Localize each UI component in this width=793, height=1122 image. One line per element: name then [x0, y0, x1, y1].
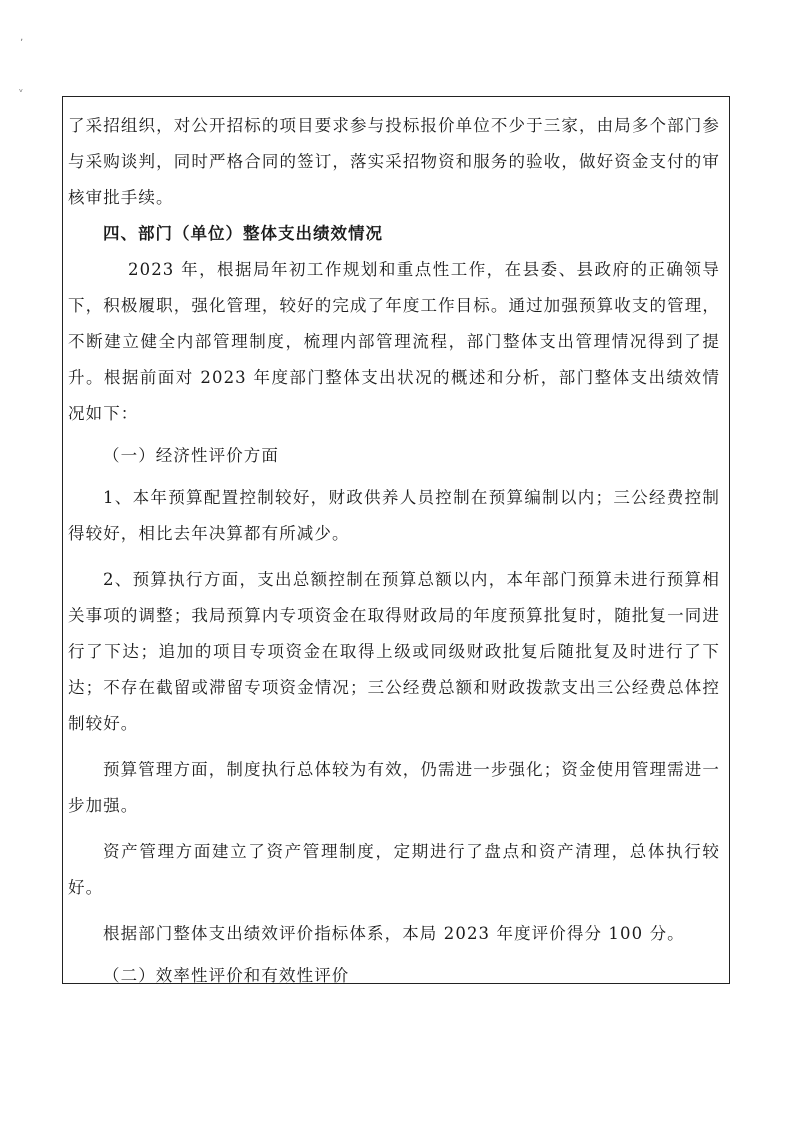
asset-management-paragraph: 资产管理方面建立了资产管理制度，定期进行了盘点和资产清理，总体执行较好。	[68, 842, 720, 897]
scan-mark: ʼ	[20, 38, 24, 49]
list-item: 2、预算执行方面，支出总额控制在预算总额以内，本年部门预算未进行预算相关事项的调整；我局预算内专项资金在取得财政局的年度预算批复时，随批复一同进行了下达；追加的项目专项资金在取得上级或同级财政批复后随批复及时进行了下达；不存在截留或滞留专项资金情况；三公经费总额和财政拨款支出三公经费总体控制较好。	[68, 570, 720, 733]
budget-management-paragraph: 预算管理方面，制度执行总体较为有效，仍需进一步强化；资金使用管理需进一步加强。	[68, 760, 720, 815]
subheading-economy: （一）经济性评价方面	[103, 446, 279, 465]
list-item: 1、本年预算配置控制较好，财政供养人员控制在预算编制以内；三公经费控制得较好，相比去年决算都有所减少。	[68, 488, 720, 543]
intro-paragraph: 2023 年，根据局年初工作规划和重点性工作，在县委、县政府的正确领导下，积极履职，强化管理，较好的完成了年度工作目标。通过加强预算收支的管理，不断建立健全内部管理制度，梳理内部管理流程，部门整体支出管理情况得到了提升。根据前面对 2023 年度部门整体支出状况的概述和分析，部门整体支出绩效情况如下：	[68, 260, 720, 423]
score-statement: 根据部门整体支出绩效评价指标体系，本局 2023 年度评价得分 100 分。	[103, 924, 685, 943]
subheading-efficiency: （二）效率性评价和有效性评价	[103, 966, 350, 985]
continuation-paragraph: 了采招组织，对公开招标的项目要求参与投标报价单位不少于三家，由局多个部门参与采购谈判，同时严格合同的签订，落实采招物资和服务的验收，做好资金支付的审核审批手续。	[68, 116, 720, 207]
document-body	[68, 108, 720, 994]
section-heading: 四、部门（单位）整体支出绩效情况	[103, 224, 383, 243]
scan-mark: ᵥ	[19, 84, 24, 95]
